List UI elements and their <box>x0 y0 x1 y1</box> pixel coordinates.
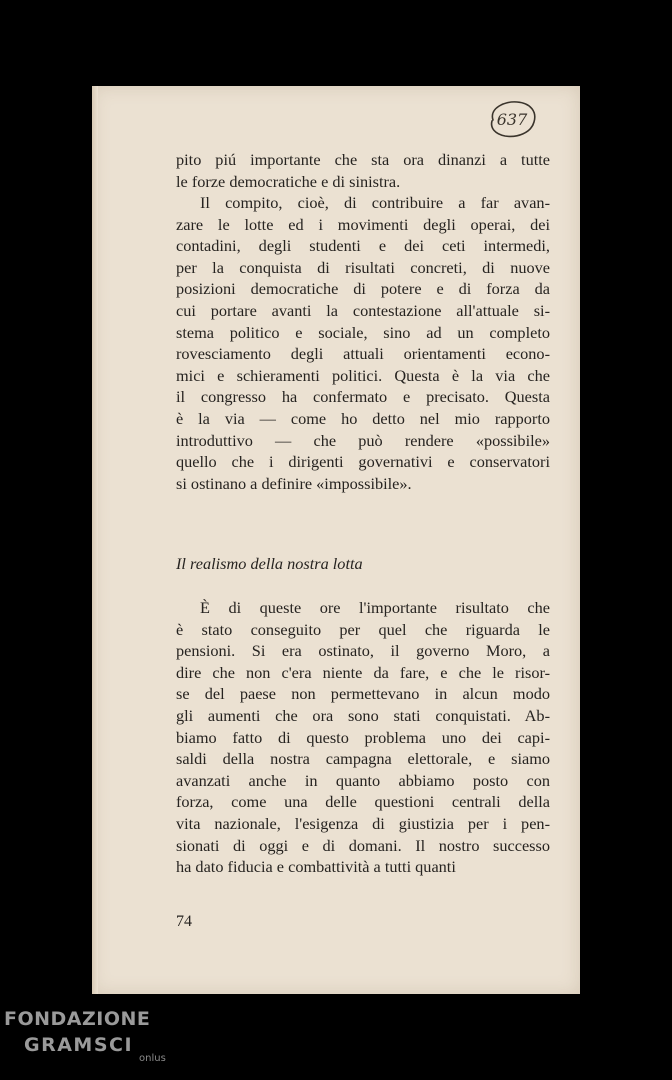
text-line: cui portare avanti la contestazione all'attuale si- <box>176 300 550 320</box>
text-line: È di queste ore l'importante risultato che <box>200 598 550 617</box>
paragraph <box>176 149 550 192</box>
text-line: posizioni democratiche di potere e di forza da <box>176 279 550 299</box>
paragraph-compito <box>176 192 550 494</box>
text-line: gli aumenti che ora sono stati conquistati. Ab- <box>176 705 550 725</box>
paragraph <box>176 597 550 878</box>
text-line: è la via — come ho detto nel mio rapporto <box>176 408 550 428</box>
paragraph-pensioni <box>176 597 550 878</box>
watermark-line-1: FONDAZIONE <box>4 1008 151 1030</box>
watermark-logo <box>4 1008 164 1076</box>
text-line: se del paese non permettevano in alcun modo <box>176 684 550 704</box>
text-line: zare le lotte ed i movimenti degli operai, dei <box>176 214 550 234</box>
text-line: avanzati anche in quanto abbiamo posto con <box>176 770 550 790</box>
text-line: ha dato fiducia e combattività a tutti quanti <box>176 857 456 877</box>
watermark-line-2: GRAMSCI <box>24 1034 134 1056</box>
text-line: è stato conseguito per quel che riguarda le <box>176 619 550 639</box>
text-line: quello che i dirigenti governativi e conservatori <box>176 452 550 472</box>
text-line: pito piú importante che sta ora dinanzi a tutte <box>176 150 550 169</box>
paragraph <box>176 192 550 494</box>
paragraph-continuation <box>176 149 550 192</box>
text-line: contadini, degli studenti e dei ceti intermedi, <box>176 236 550 256</box>
text-line: Il compito, cioè, di contribuire a far avan- <box>200 193 550 212</box>
watermark-line-3: onlus <box>139 1053 166 1064</box>
text-line: introduttivo — che può rendere «possibile» <box>176 430 550 450</box>
text-line: si ostinano a definire «impossibile». <box>176 473 412 493</box>
page-number: 74 <box>176 913 192 930</box>
text-line: forza, come una delle questioni centrali della <box>176 792 550 812</box>
text-line: biamo fatto di questo problema uno dei capi- <box>176 727 550 747</box>
text-line: pensioni. Si era ostinato, il governo Moro, a <box>176 641 550 661</box>
text-line: stema politico e sociale, sino ad un completo <box>176 322 550 342</box>
text-line: rovesciamento degli attuali orientamenti econo- <box>176 344 550 364</box>
page-edge-shadow <box>92 86 98 994</box>
text-line: sionati di oggi e di domani. Il nostro successo <box>176 835 550 855</box>
text-line: il congresso ha confermato e precisato. Questa <box>176 387 550 407</box>
handwritten-page-mark-text: 637 <box>496 110 528 129</box>
section-heading: Il realismo della nostra lotta <box>176 554 363 573</box>
text-line: dire che non c'era niente da fare, e che le risor- <box>176 662 550 682</box>
text-line: mici e schieramenti politici. Questa è la via che <box>176 365 550 385</box>
text-line: saldi della nostra campagna elettorale, e siamo <box>176 749 550 769</box>
text-line: le forze democratiche e di sinistra. <box>176 171 401 191</box>
text-line: vita nazionale, l'esigenza di giustizia per i pen- <box>176 813 550 833</box>
handwritten-circle-icon <box>483 98 539 142</box>
book-page <box>92 86 580 994</box>
handwritten-page-mark <box>483 98 539 142</box>
text-line: per la conquista di risultati concreti, di nuove <box>176 257 550 277</box>
